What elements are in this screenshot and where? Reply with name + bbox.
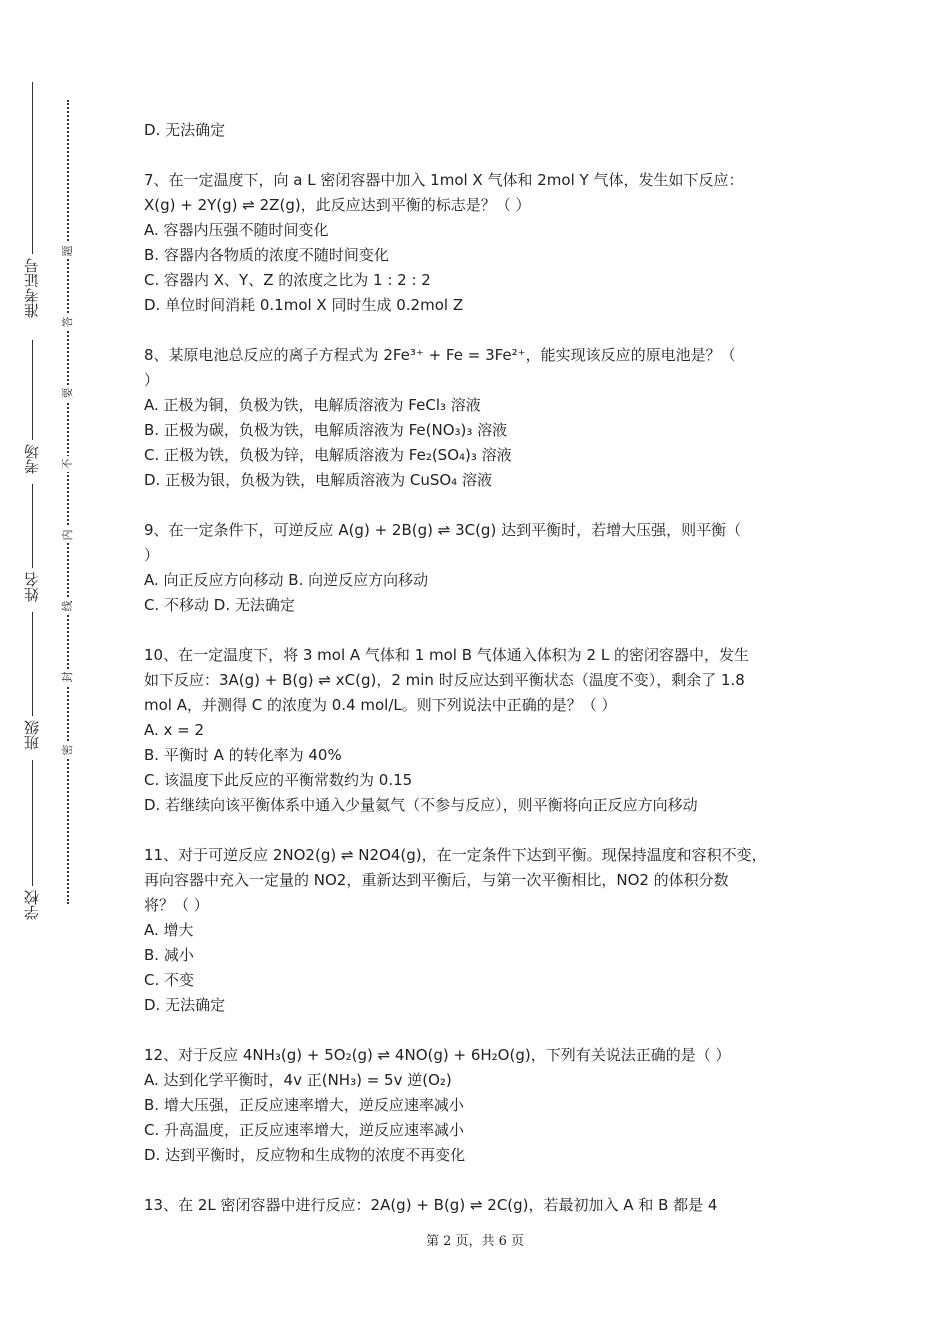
option-a: A. x = 2 [144,721,205,739]
class-field [22,612,42,750]
school-underline [32,760,33,886]
question-stem: 13、在 2L 密闭容器中进行反应：2A(g) + B(g) ⇌ 2C(g)，若最初加入 A 和 B 都是 4 [144,1196,718,1214]
option-d: D. 正极为银，负极为铁，电解质溶液为 CuSO₄ 溶液 [144,471,492,489]
option-c: C. 不变 [144,971,195,989]
question-12 [144,1043,816,1168]
question-stem: 8、某原电池总反应的离子方程式为 2Fe³⁺ + Fe = 3Fe²⁺，能实现该反应的原电池是？（ [144,346,736,364]
seal-char: 密 [60,742,76,758]
question-stem: 11、对于可逆反应 2NO2(g) ⇌ N2O4(g)，在一定条件下达到平衡。现保持温度和容积不变， [144,846,767,864]
option-ab: A. 向正反应方向移动 B. 向逆反应方向移动 [144,571,429,589]
question-stem: 9、在一定条件下，可逆反应 A(g) + 2B(g) ⇌ 3C(g) 达到平衡时，若增大压强，则平衡（ [144,521,742,539]
option-a: A. 增大 [144,921,194,939]
spacer [144,818,816,843]
question-8 [144,343,816,493]
option-a: A. 达到化学平衡时，4v 正(NH₃) = 5v 逆(O₂) [144,1071,452,1089]
class-underline [32,612,33,716]
exam-number-label: 准考证号 [23,258,41,318]
question-stem: ） [144,371,160,389]
question-10 [144,643,816,818]
option-cd: C. 不移动 D. 无法确定 [144,596,295,614]
option-d: D. 无法确定 [144,996,226,1014]
option-b: B. 正极为碳，负极为铁，电解质溶液为 Fe(NO₃)₃ 溶液 [144,421,508,439]
option-b: B. 增大压强，正反应速率增大，逆反应速率减小 [144,1096,464,1114]
question-stem: ） [144,546,160,564]
seal-char: 线 [60,598,76,614]
question-13 [144,1193,816,1218]
page-number: 第 2 页，共 6 页 [425,1234,525,1249]
question-7 [144,168,816,318]
option-c: C. 正极为铁，负极为锌，电解质溶液为 Fe₂(SO₄)₃ 溶液 [144,446,512,464]
option-d: D. 无法确定 [144,121,226,139]
exam-room-field [22,340,42,474]
spacer [144,1168,816,1193]
option-d: D. 达到平衡时，反应物和生成物的浓度不再变化 [144,1146,466,1164]
seal-dotted-line [67,100,69,904]
question-stem: 如下反应：3A(g) + B(g) ⇌ xC(g)，2 min 时反应达到平衡状态（温度不变），剩余了 1.8 [144,671,745,689]
school-field [22,760,42,920]
seal-char: 内 [60,527,76,543]
class-label: 班级 [23,720,41,750]
spacer [144,143,816,168]
question-6-tail [144,118,816,143]
seal-char: 不 [60,456,76,472]
seal-char: 要 [60,385,76,401]
name-label: 姓名 [23,572,41,602]
question-11 [144,843,816,1018]
question-list [144,118,816,1218]
seal-char: 答 [60,314,76,330]
exam-number-field [22,82,42,318]
spacer [144,1018,816,1043]
name-underline [32,484,33,568]
option-c: C. 升高温度，正反应速率增大，逆反应速率减小 [144,1121,465,1139]
seal-char: 题 [60,243,76,259]
question-stem: 将？（ ） [144,896,209,914]
question-stem: 再向容器中充入一定量的 NO2，重新达到平衡后，与第一次平衡相比，NO2 的体积分数 [144,871,729,889]
question-stem: 7、在一定温度下，向 a L 密闭容器中加入 1mol X 气体和 2mol Y 气体，发生如下反应： [144,171,744,189]
name-field [22,484,42,602]
option-c: C. 容器内 X、Y、Z 的浓度之比为 1 : 2 : 2 [144,271,431,289]
question-stem: mol A，并测得 C 的浓度为 0.4 mol/L。则下列说法中正确的是？（ ） [144,696,617,714]
option-b: B. 减小 [144,946,194,964]
exam-room-underline [32,340,33,440]
option-b: B. 平衡时 A 的转化率为 40% [144,746,342,764]
spacer [144,618,816,643]
option-a: A. 容器内压强不随时间变化 [144,221,329,239]
option-b: B. 容器内各物质的浓度不随时间变化 [144,246,389,264]
exam-room-label: 考场 [23,444,41,474]
question-9 [144,518,816,618]
spacer [144,493,816,518]
question-stem: 12、对于反应 4NH₃(g) + 5O₂(g) ⇌ 4NO(g) + 6H₂O(g)，下列有关说法正确的是（ ） [144,1046,731,1064]
question-stem: 10、在一定温度下，将 3 mol A 气体和 1 mol B 气体通入体积为 2 L 的密闭容器中，发生 [144,646,749,664]
option-d: D. 单位时间消耗 0.1mol X 同时生成 0.2mol Z [144,296,464,314]
option-a: A. 正极为铜，负极为铁，电解质溶液为 FeCl₃ 溶液 [144,396,481,414]
school-label: 学校 [23,890,41,920]
spacer [144,318,816,343]
exam-number-underline [32,82,33,254]
seal-char: 封 [60,669,76,685]
option-c: C. 该温度下此反应的平衡常数约为 0.15 [144,771,413,789]
question-stem: X(g) + 2Y(g) ⇌ 2Z(g)，此反应达到平衡的标志是？（ ） [144,196,531,214]
option-d: D. 若继续向该平衡体系中通入少量氦气（不参与反应），则平衡将向正反应方向移动 [144,796,698,814]
